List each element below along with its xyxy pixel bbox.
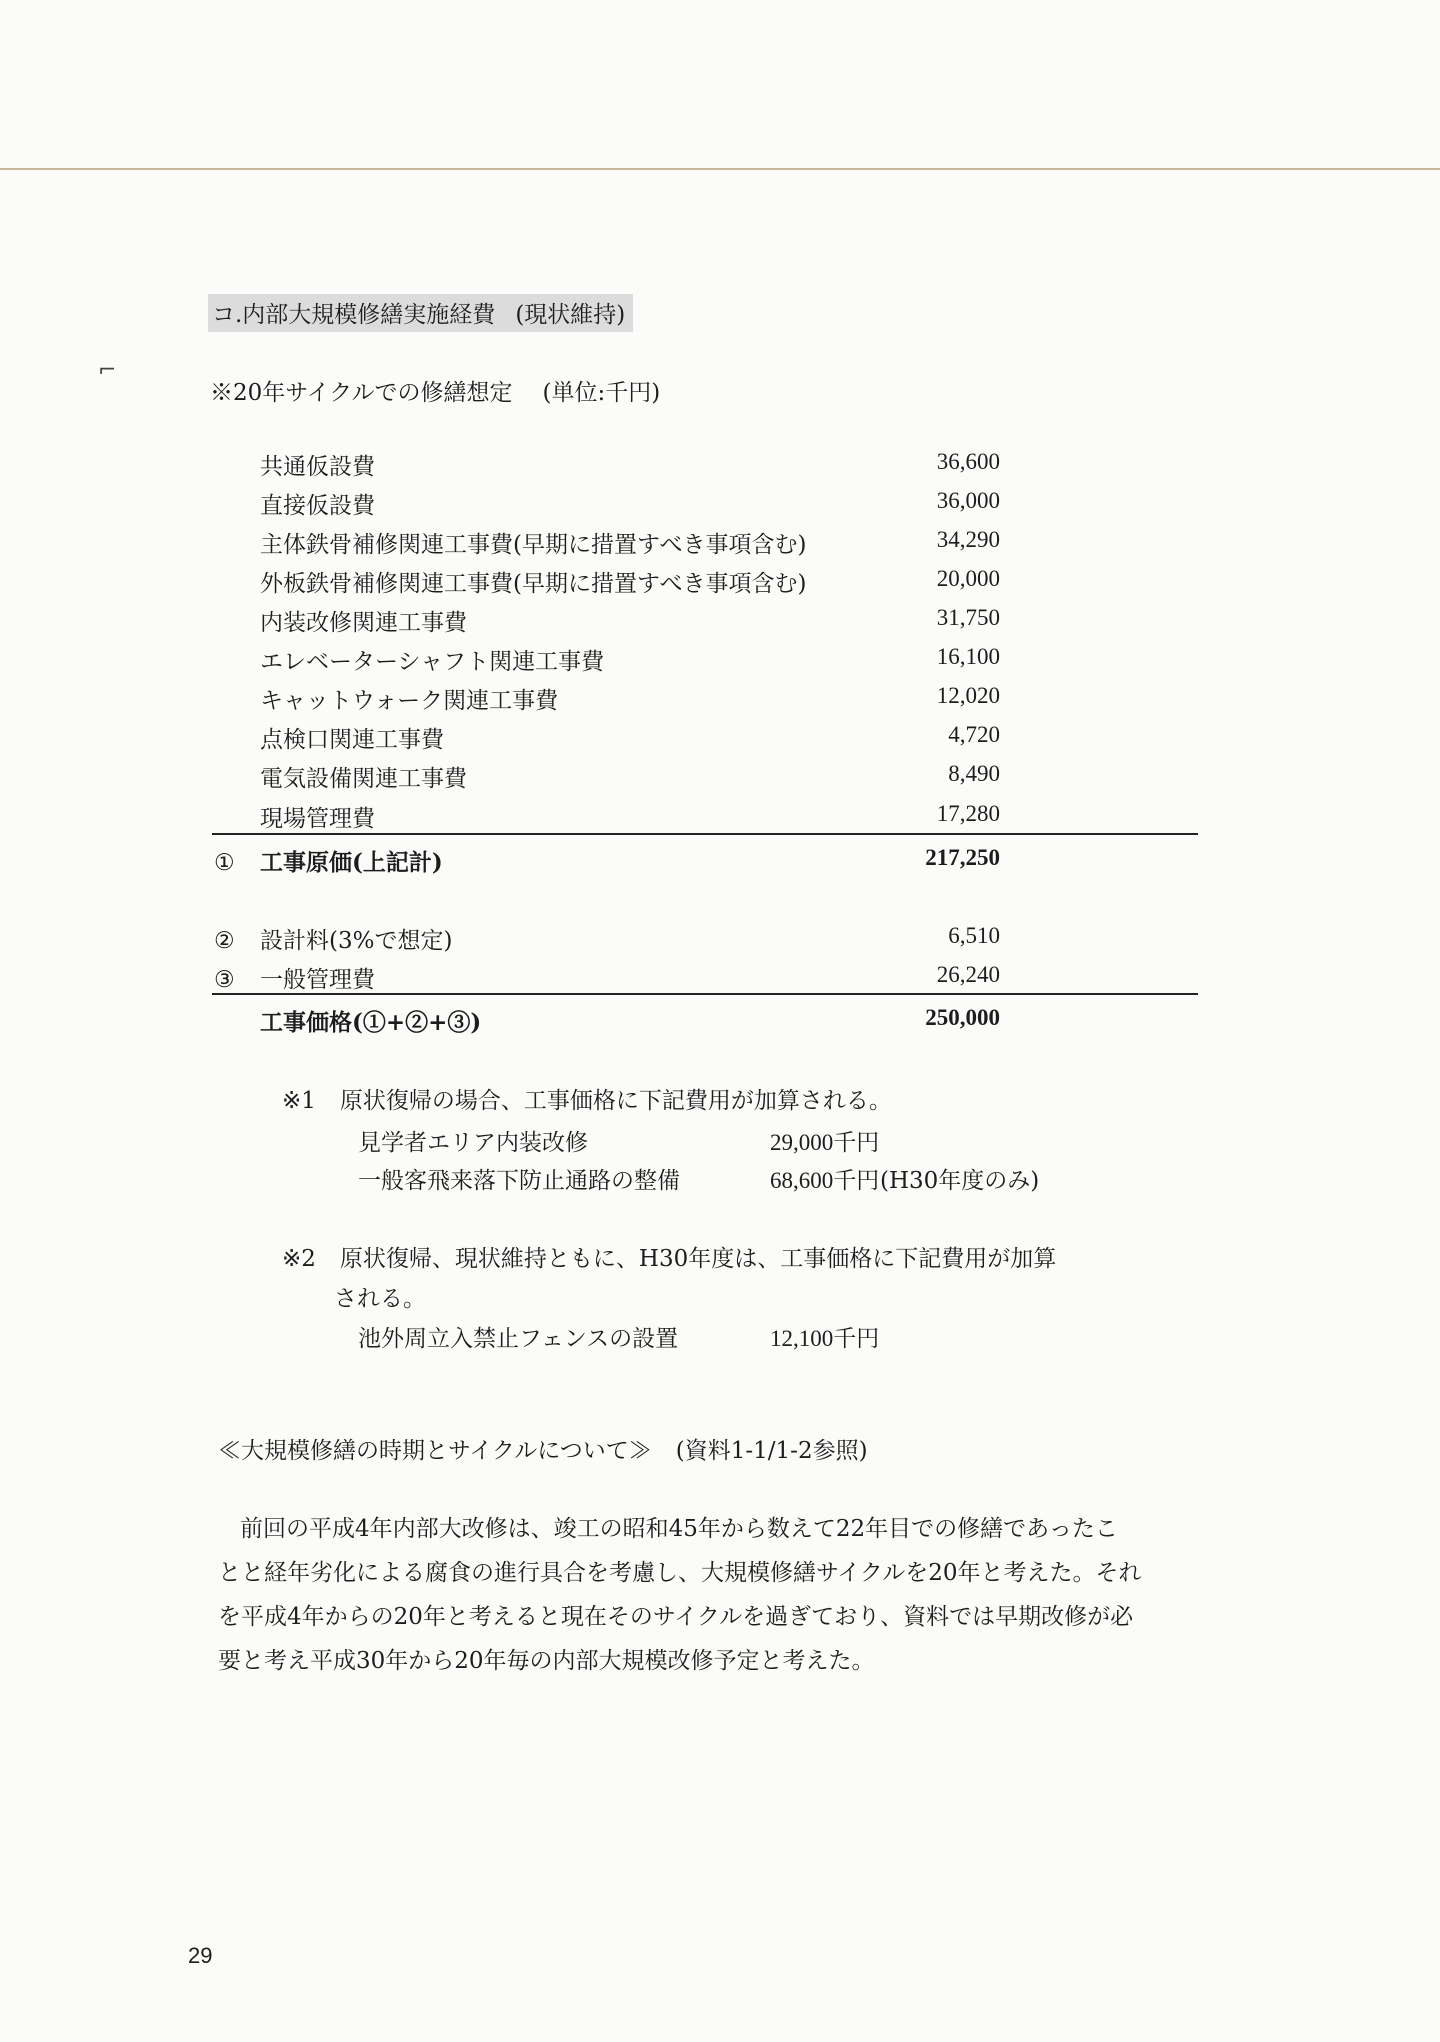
cost-row <box>0 565 1440 604</box>
cost-row <box>0 760 1440 799</box>
cost-label: 点検口関連工事費 <box>260 727 444 753</box>
cost-row <box>0 682 1440 721</box>
cost-row <box>0 604 1440 643</box>
cost-label: エレベーターシャフト関連工事費 <box>260 649 605 675</box>
cost-row <box>0 643 1440 682</box>
divider-line <box>212 833 1198 835</box>
cost-value: 4,720 <box>948 722 1000 747</box>
design-fee-row <box>0 922 1440 961</box>
cost-label: キャットウォーク関連工事費 <box>260 688 559 714</box>
admin-fee-number: ③ <box>214 967 235 993</box>
cost-row <box>0 721 1440 760</box>
note-1-item-label: 一般客飛来落下防止通路の整備 <box>358 1168 680 1194</box>
body-paragraph-line: 要と考え平成30年から20年毎の内部大規模改修予定と考えた。 <box>218 1648 875 1674</box>
cost-label: 電気設備関連工事費 <box>260 766 467 792</box>
note-2-text-cont: される。 <box>334 1286 426 1312</box>
cost-value: 12,020 <box>936 683 1000 708</box>
note-1-item-value: 29,000千円 <box>770 1130 880 1155</box>
cost-value: 34,290 <box>936 527 1000 552</box>
note-1-text: 原状復帰の場合、工事価格に下記費用が加算される。 <box>339 1088 892 1114</box>
cost-label: 現場管理費 <box>260 806 375 832</box>
page-number: 29 <box>188 1943 213 1968</box>
note-1-item-value: 68,600千円 <box>770 1168 880 1193</box>
cost-value: 8,490 <box>948 761 1000 786</box>
cost-value: 16,100 <box>936 644 1000 669</box>
section-2-title <box>218 1432 868 1465</box>
admin-fee-label: 一般管理費 <box>260 967 375 993</box>
section-2-heading: ≪大規模修繕の時期とサイクルについて≫ <box>218 1438 652 1464</box>
note-2-mark: ※2 <box>282 1246 316 1272</box>
subtitle <box>210 374 660 407</box>
divider-line <box>212 993 1198 995</box>
admin-fee-value: 26,240 <box>936 962 1000 987</box>
cost-value: 31,750 <box>936 605 1000 630</box>
design-fee-value: 6,510 <box>948 923 1000 948</box>
cost-value: 20,000 <box>936 566 1000 591</box>
cost-row <box>0 526 1440 565</box>
total-value: 250,000 <box>925 1005 1000 1030</box>
design-fee-label: 設計料(3%で想定) <box>260 928 453 954</box>
heading-main: コ.内部大規模修繕実施経費 <box>212 302 496 328</box>
total-row <box>0 1004 1440 1043</box>
section-heading <box>208 294 633 332</box>
note-2-item-label: 池外周立入禁止フェンスの設置 <box>358 1326 679 1352</box>
pen-mark: ⌐ <box>98 358 117 383</box>
note-1-item-extra: (H30年度のみ) <box>880 1168 1040 1194</box>
cost-label: 外板鉄骨補修関連工事費(早期に措置すべき事項含む) <box>260 571 807 597</box>
subtotal-value: 217,250 <box>925 845 1000 870</box>
cost-label: 主体鉄骨補修関連工事費(早期に措置すべき事項含む) <box>260 532 807 558</box>
unit-label: (単位:千円) <box>542 380 661 406</box>
cost-row <box>0 487 1440 526</box>
note-1-mark: ※1 <box>282 1088 316 1114</box>
cost-row <box>0 448 1440 487</box>
design-fee-number: ② <box>214 928 235 954</box>
section-2-reference: (資料1-1/1-2参照) <box>675 1438 868 1464</box>
heading-sub: (現状維持) <box>515 302 626 328</box>
subtotal-number: ① <box>214 850 235 876</box>
subtitle-text: ※20年サイクルでの修繕想定 <box>210 380 513 406</box>
note-1-item-label: 見学者エリア内装改修 <box>358 1130 588 1156</box>
cost-value: 36,600 <box>936 449 1000 474</box>
note-2-text: 原状復帰、現状維持ともに、H30年度は、工事価格に下記費用が加算 <box>339 1246 1057 1272</box>
subtotal-row <box>0 844 1440 883</box>
cost-value: 36,000 <box>936 488 1000 513</box>
total-label: 工事価格(①+②+③) <box>260 1009 482 1036</box>
note-2 <box>282 1240 1056 1273</box>
note-2-item-value: 12,100千円 <box>770 1326 880 1351</box>
top-rule <box>0 168 1440 170</box>
cost-label: 共通仮設費 <box>260 454 375 480</box>
body-paragraph-line: とと経年劣化による腐食の進行具合を考慮し、大規模修繕サイクルを20年と考えた。それ <box>218 1560 1142 1586</box>
cost-value: 17,280 <box>936 801 1000 826</box>
body-paragraph-line: を平成4年からの20年と考えると現在そのサイクルを過ぎており、資料では早期改修が必 <box>218 1604 1134 1630</box>
cost-label: 直接仮設費 <box>260 493 375 519</box>
note-1 <box>282 1082 892 1115</box>
subtotal-label: 工事原価(上記計) <box>260 849 443 876</box>
body-paragraph-line: 前回の平成4年内部大改修は、竣工の昭和45年から数えて22年目での修繕であったこ <box>240 1516 1118 1542</box>
cost-label: 内装改修関連工事費 <box>260 610 467 636</box>
